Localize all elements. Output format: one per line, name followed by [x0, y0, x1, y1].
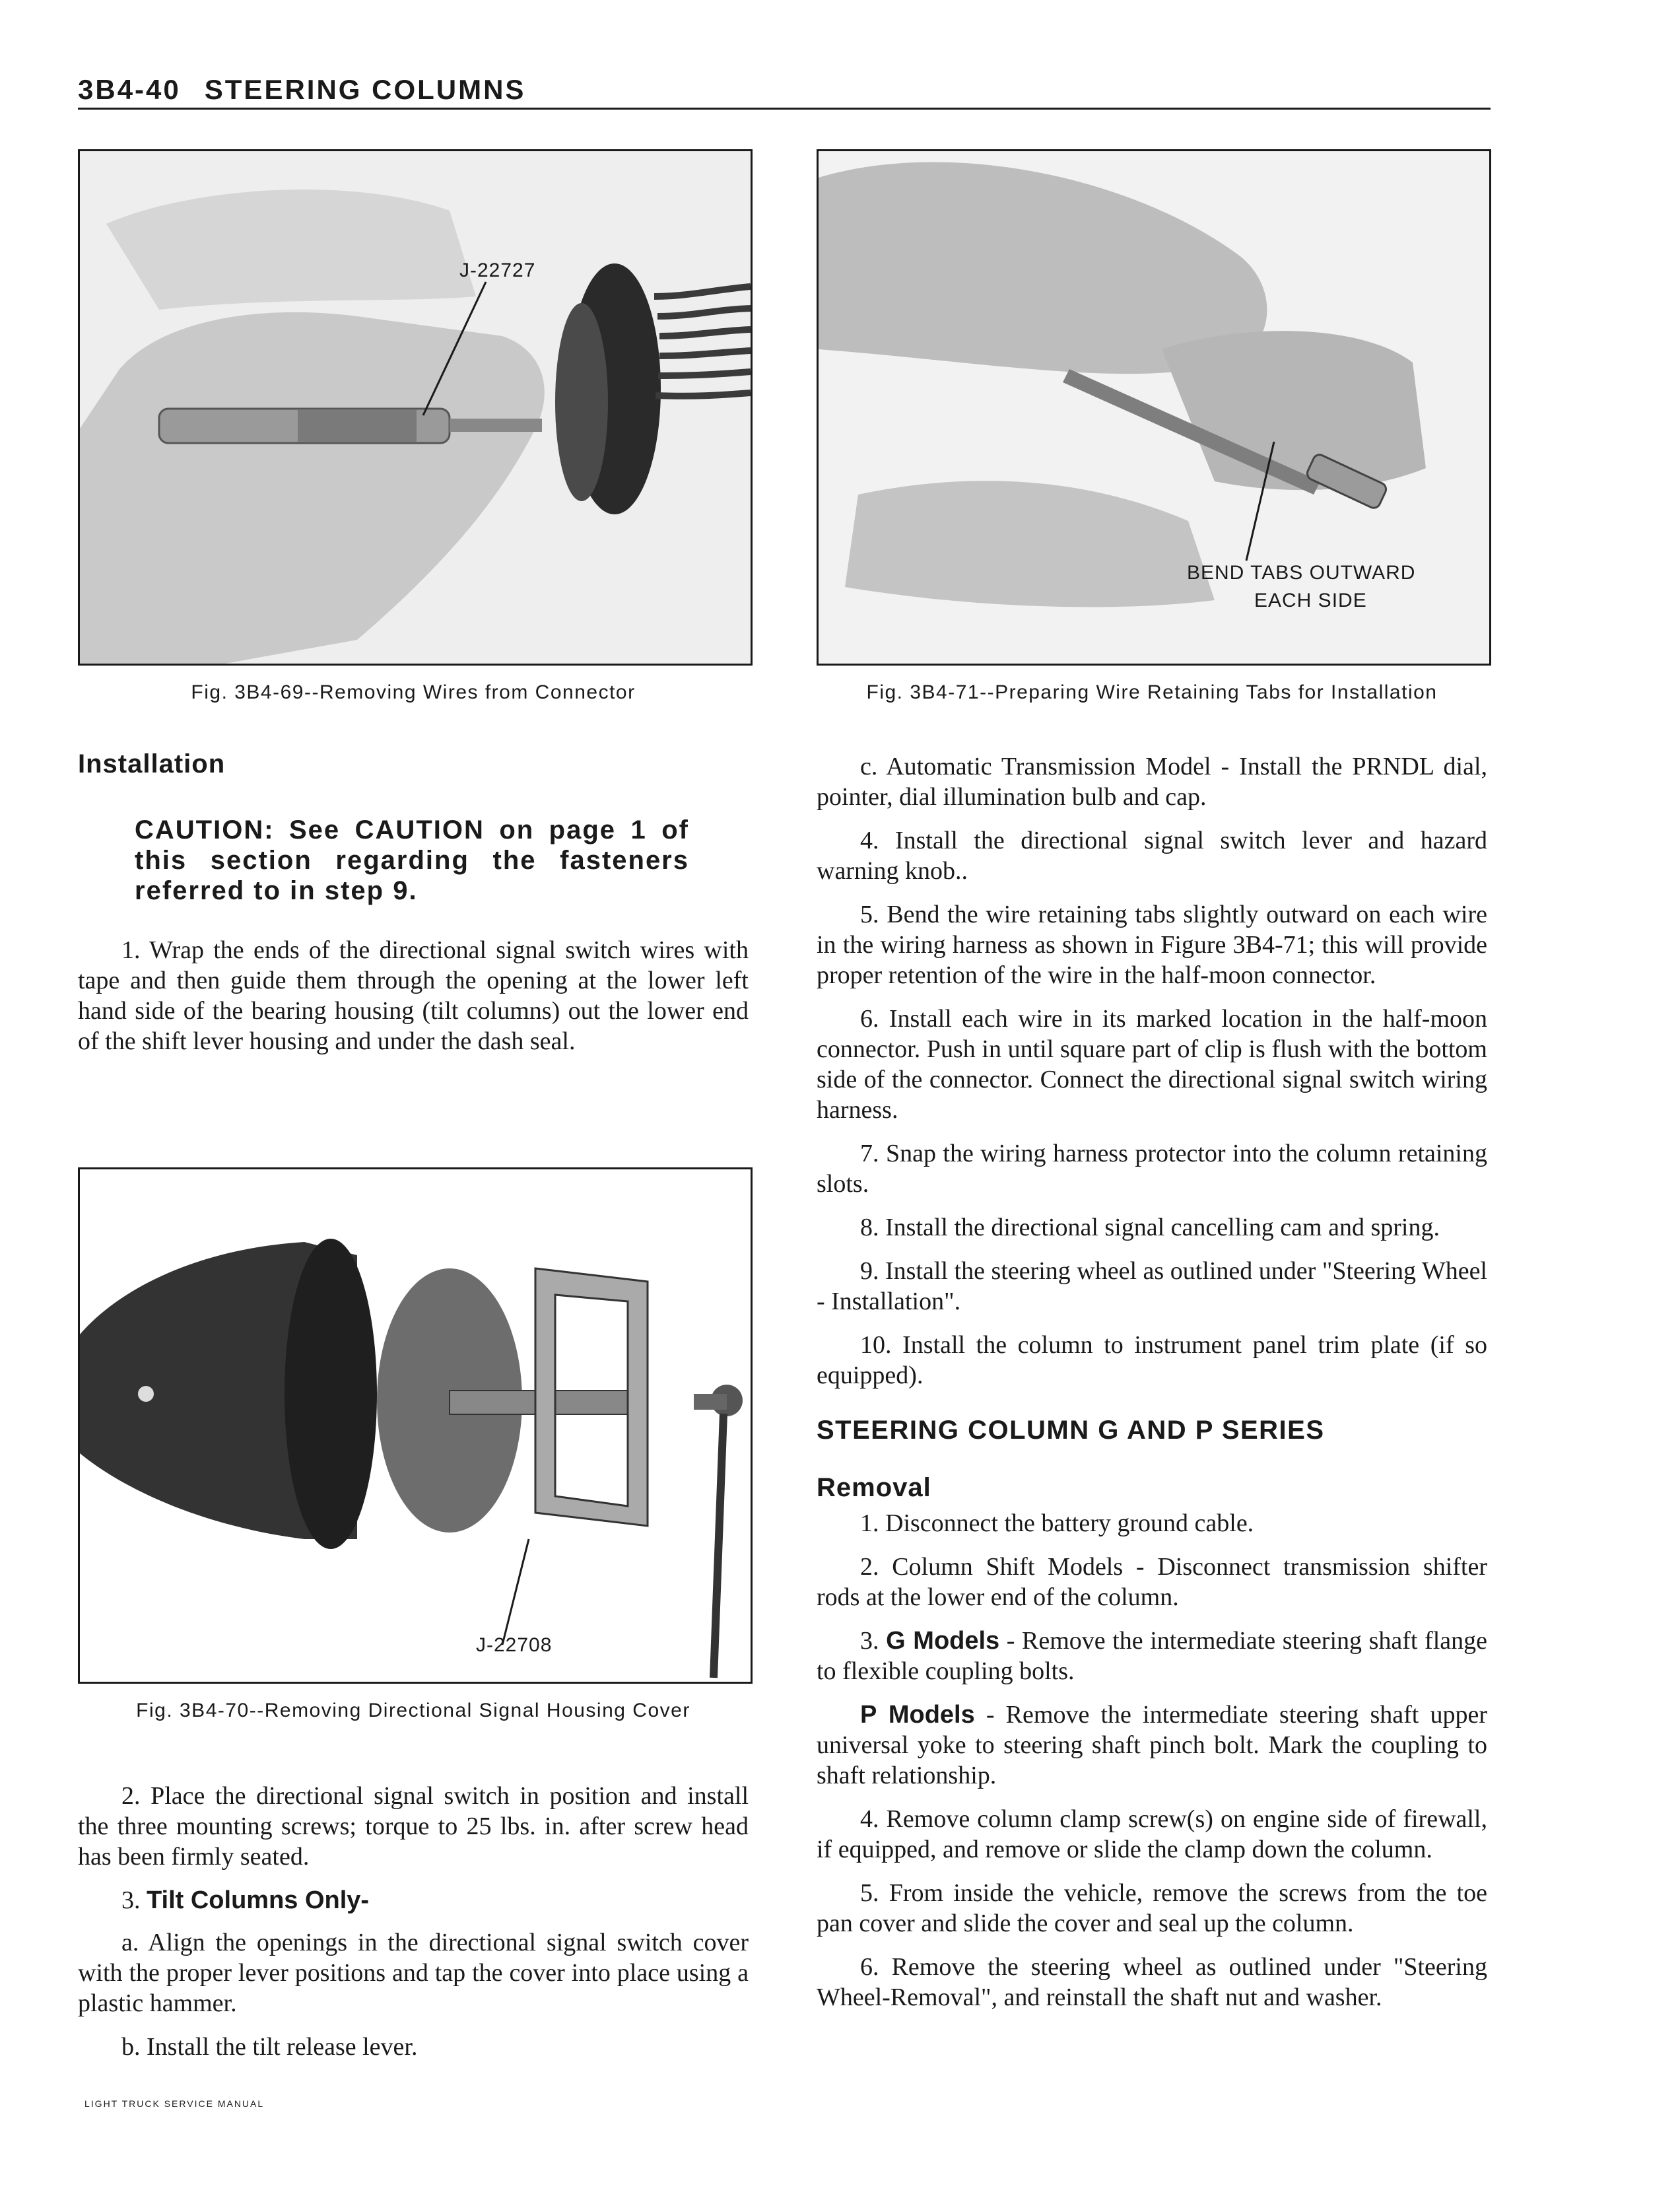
removal-step-3-number: 3. [860, 1627, 879, 1655]
section-heading-g-p-series: STEERING COLUMN G AND P SERIES [817, 1416, 1325, 1445]
p-models-label: P Models [860, 1701, 975, 1729]
figure-3b4-69 [78, 149, 753, 666]
removal-step-4: 4. Remove column clamp screw(s) on engine side of firewall, if equipped, and remove or slide the clamp down the column. [817, 1805, 1487, 1863]
tool-label-j22708: J-22708 [476, 1634, 553, 1656]
removal-step-3-p-models [817, 1700, 1487, 1791]
puller-stem [694, 1394, 727, 1410]
page-number: 3B4-40 [78, 74, 181, 105]
housing-screw-hole [138, 1386, 154, 1402]
g-models-label: G Models [886, 1627, 1000, 1655]
left-column-lower [78, 1781, 749, 2075]
p-models-text: - Remove the intermediate steering shaft upper universal yoke to steering shaft pinch bolt. Mark the coupling to shaft relationship. [817, 1701, 1487, 1789]
right-column [817, 751, 1487, 2026]
removal-step-2: 2. Column Shift Models - Disconnect transmission shifter rods at the lower end of the column. [817, 1553, 1487, 1611]
step-10: 10. Install the column to instrument panel trim plate (if so equipped). [817, 1331, 1487, 1389]
page-header [78, 74, 525, 106]
left-column-upper [78, 749, 749, 1070]
label-bend-tabs: BEND TABS OUTWARD [1187, 562, 1416, 584]
header-rule [78, 108, 1491, 110]
connector-face [555, 303, 608, 501]
caption-fig-3b4-70: Fig. 3B4-70--Removing Directional Signal Housing Cover [136, 1700, 690, 1721]
removal-heading: Removal [817, 1473, 931, 1502]
step-3-label: Tilt Columns Only- [147, 1886, 370, 1914]
fingers-shape [106, 190, 476, 310]
removal-step-5: 5. From inside the vehicle, remove the screws from the toe pan cover and slide the cover and seal up the column. [817, 1879, 1487, 1937]
step-9: 9. Install the steering wheel as outlined under "Steering Wheel - Installation". [817, 1257, 1487, 1315]
step-3 [78, 1885, 749, 1915]
step-3-number: 3. [121, 1886, 141, 1914]
step-1: 1. Wrap the ends of the directional signal switch wires with tape and then guide them through the opening at the lower left hand side of the bearing housing (tilt columns) out the lower end of the shift lever housing and under the dash seal. [78, 936, 749, 1055]
tool-tip [450, 419, 542, 432]
tool-knurl [298, 410, 417, 442]
figure-3b4-70 [78, 1167, 753, 1684]
step-3c: c. Automatic Transmission Model - Install the PRNDL dial, pointer, dial illumination bulb and cap. [817, 753, 1487, 811]
step-2: 2. Place the directional signal switch in position and install the three mounting screws; torque to 25 lbs. in. after screw head has been firmly seated. [78, 1782, 749, 1871]
figure-3b4-71 [817, 149, 1491, 666]
removal-step-6: 6. Remove the steering wheel as outlined under "Steering Wheel-Removal", and reinstall the shaft nut and washer. [817, 1953, 1487, 2011]
step-4: 4. Install the directional signal switch lever and hazard warning knob.. [817, 827, 1487, 885]
step-8: 8. Install the directional signal cancelling cam and spring. [860, 1214, 1440, 1241]
fig71-photo [819, 151, 1489, 664]
step-5: 5. Bend the wire retaining tabs slightly outward on each wire in the wiring harness as shown in Figure 3B4-71; this will provide proper retention of the wire in the half-moon connector. [817, 901, 1487, 989]
caution-note: CAUTION: See CAUTION on page 1 of this section regarding the fasteners referred to in step 9. [135, 815, 689, 905]
caption-fig-3b4-69: Fig. 3B4-69--Removing Wires from Connector [191, 681, 636, 703]
step-3b: b. Install the tilt release lever. [121, 2033, 418, 2061]
g-models-text: - Remove the intermediate steering shaft flange to flexible coupling bolts. [817, 1627, 1487, 1685]
removal-step-1: 1. Disconnect the battery ground cable. [860, 1509, 1254, 1537]
installation-heading: Installation [78, 749, 226, 778]
fig70-photo [80, 1169, 751, 1682]
step-3a: a. Align the openings in the directional signal switch cover with the proper lever positions and tap the cover into place using a plastic hammer. [78, 1929, 749, 2017]
caption-fig-3b4-71: Fig. 3B4-71--Preparing Wire Retaining Tabs for Installation [866, 681, 1438, 703]
tool-label-j22727: J-22727 [459, 259, 536, 281]
label-each-side: EACH SIDE [1254, 590, 1367, 611]
step-6: 6. Install each wire in its marked location in the half-moon connector. Push in until square part of clip is flush with the bottom side of the connector. Connect the directional signal switch wiring harness. [817, 1005, 1487, 1124]
housing-face [285, 1239, 377, 1549]
footer-manual-title: LIGHT TRUCK SERVICE MANUAL [84, 2098, 265, 2109]
removal-step-3 [817, 1626, 1487, 1686]
step-7: 7. Snap the wiring harness protector into the column retaining slots. [817, 1140, 1487, 1198]
section-title: STEERING COLUMNS [204, 74, 526, 105]
fig69-photo [80, 151, 751, 664]
